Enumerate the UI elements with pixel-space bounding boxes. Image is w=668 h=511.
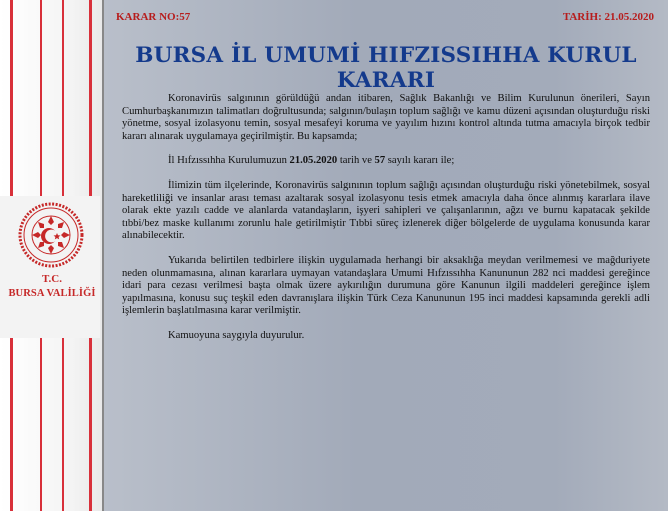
reference-text: İl Hıfzıssıhha Kurulumuzun (168, 155, 290, 167)
paragraph-penalties: Yukarıda belirtilen tedbirlere ilişkin uygulamada herhangi bir aksaklığa meydan verilmemesi ve mağduriyete neden olunmamasına, alınan kararlara uymayan vatandaşlara Umumi Hıfzıssıhha Kanununun 282 nci maddesi gereğince idari para cezası verilmesi başta olmak üzere aykırılığın durumuna göre Kanunun ilgili maddeleri gereğince işlem yapılmasına, konusu suç teşkil eden davranışlara ilişkin Türk Ceza Kanununun 195 inci maddesi kapsamında gerekli adli işlemlerin başlatılmasına karar verilmiştir. (122, 254, 650, 317)
sidebar (0, 0, 104, 511)
page-title: BURSA İL UMUMİ HIFZISSIHHA KURUL KARARI (135, 43, 637, 93)
decision-number: KARAR NO:57 (116, 11, 191, 23)
document-body (104, 0, 668, 511)
paragraph-reference (122, 155, 650, 168)
reference-text: tarih ve (337, 155, 375, 167)
reference-number: 57 (374, 155, 386, 167)
decision-date: TARİH: 21.05.2020 (562, 11, 654, 23)
bursa-valiligi-seal-icon (17, 201, 85, 269)
paragraph-intro: Koronavirüs salgınının görüldüğü andan itibaren, Sağlık Bakanlığı ve Bilim Kurulunun önerileri, Sayın Cumhurbaşkanımızın talimatları doğrultusunda; salgının/bulaşın toplum sağlığı ve kamu düzeni açısından oluşturduğu riski yönetme, sosyal izolasyonu temin, sosyal mesafeyi koruma ve yayılım hızını kontrol altında tutma amacıyla birçok tedbir kararı alınarak uygulamaya geçirilmiştir. Bu kapsamda; (122, 93, 650, 142)
valilik-label: BURSA VALİLİĞİ (8, 288, 96, 299)
tc-label: T.C. (42, 273, 62, 285)
reference-text: sayılı kararı ile; (385, 155, 455, 167)
paragraph-closing: Kamuoyuna saygıyla duyurulur. (168, 329, 305, 341)
paragraph-mask-rule: İlimizin tüm ilçelerinde, Koronavirüs salgınının toplum sağlığı açısından oluşturduğu riski yönetebilmek, sosyal hareketliliği ve insanlar arası teması azaltarak sosyal izolasyonu tesis etmek amacıyla daha önce alınmış kararlara ilave olarak ekte yazılı cadde ve alanlarda vatandaşların, işyeri sahipleri ve çalışanlarının, ağzı ve burnu kapatacak şekilde tıbbi/bez maske kullanımı zorunlu hale getirilmiştir Tıbbi süreç izlenerek diğer bölgelerde de uygulama konusunda karar alınabilecektir. (122, 179, 650, 242)
reference-date: 21.05.2020 (289, 155, 338, 167)
decision-text (122, 93, 650, 355)
